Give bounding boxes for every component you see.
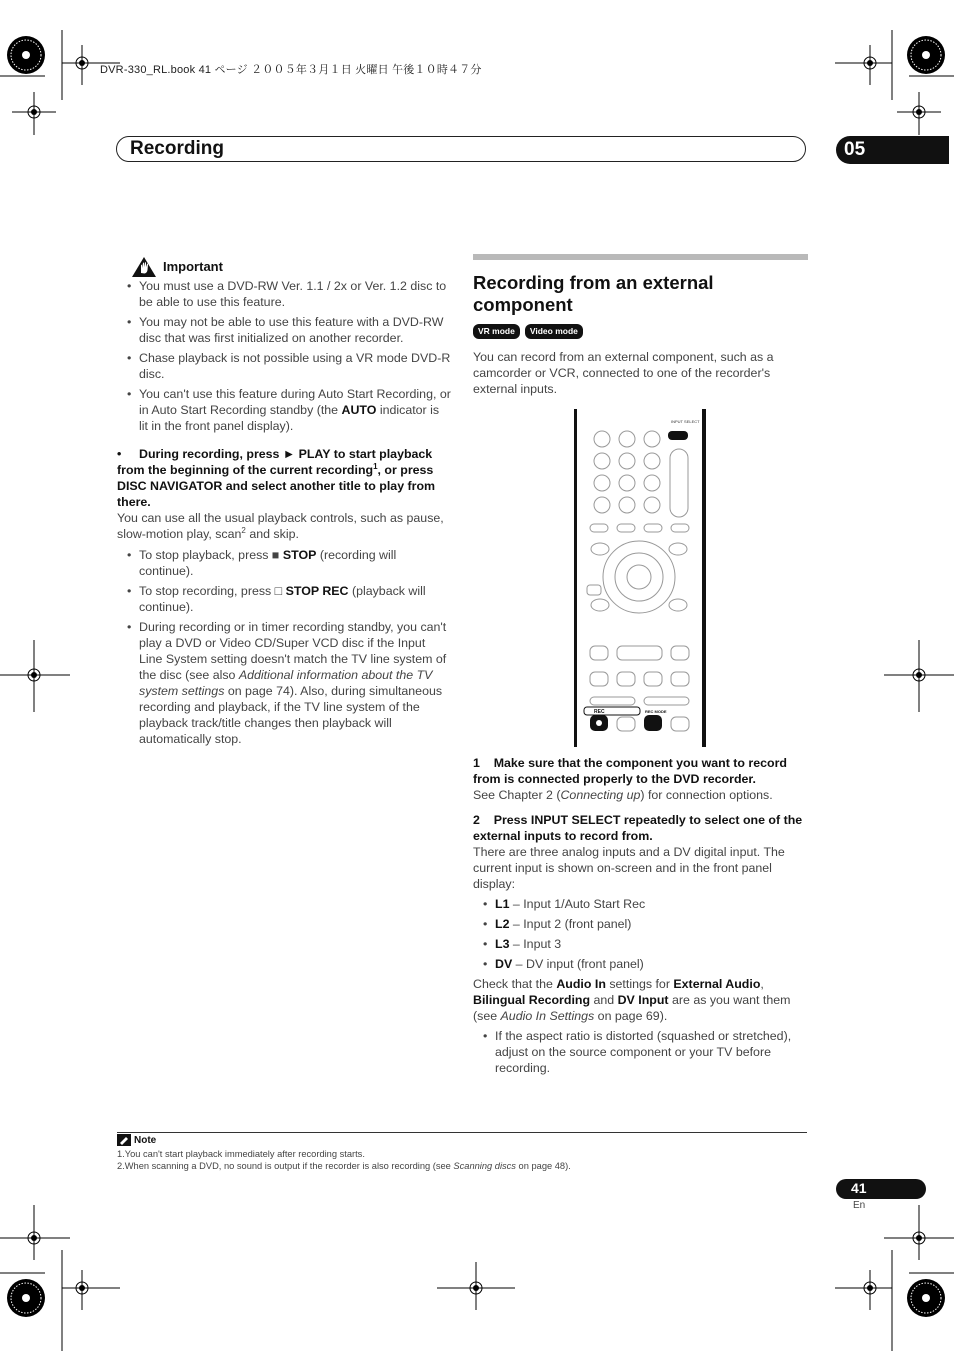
input-select-label: INPUT SELECT	[671, 419, 700, 424]
step-2: 2 Press INPUT SELECT repeatedly to select one of the external inputs to record from.	[473, 813, 803, 843]
important-label: Important	[163, 259, 223, 274]
list-item: • You must use a DVD-RW Ver. 1.1 / 2x or Ver. 1.2 disc to be able to use this feature.	[117, 278, 451, 310]
step-1-body: See Chapter 2 (Connecting up) for connection options.	[473, 788, 773, 802]
footnote-rule	[117, 1132, 807, 1133]
page-number: 41	[851, 1180, 867, 1196]
mode-badges	[473, 324, 808, 339]
list-item: • You may not be able to use this feature with a DVD-RW disc that was first initialized on another recorder.	[117, 314, 451, 346]
step-2-body: There are three analog inputs and a DV digital input. The current input is shown on-screen and in the front panel display:	[473, 845, 785, 891]
external-heading: Recording from an external component	[473, 272, 714, 315]
left-column	[117, 256, 451, 751]
audio-settings-text: Check that the Audio In settings for External Audio, Bilingual Recording and DV Input are as you want them (see Audio In Settings on page 69).	[473, 977, 791, 1023]
aspect-list	[473, 1028, 808, 1076]
list-item: • DV – DV input (front panel)	[473, 956, 808, 972]
remote-illustration	[473, 409, 808, 749]
section-title: Recording	[130, 138, 224, 159]
video-mode-badge: Video mode	[525, 324, 583, 339]
list-item: • L1 – Input 1/Auto Start Rec	[473, 896, 808, 912]
important-heading	[131, 256, 451, 278]
list-item: • If the aspect ratio is distorted (squashed or stretched), adjust on the source component or your TV before recording.	[473, 1028, 808, 1076]
list-item: • L3 – Input 3	[473, 936, 808, 952]
print-header: DVR-330_RL.book 41 ページ ２００５年３月１日 火曜日 午後１０時４７分	[100, 64, 482, 76]
chapter-number: 05	[844, 139, 866, 160]
input-list	[473, 896, 808, 972]
step-1: 1 Make sure that the component you want to record from is connected properly to the DVD recorder.	[473, 756, 787, 786]
list-item: • You can't use this feature during Auto Start Recording, or in Auto Start Recording standby (the AUTO indicator is lit in the front panel display).	[117, 386, 451, 434]
stop-list	[117, 547, 451, 747]
important-list	[117, 278, 451, 434]
list-item: • During recording or in timer recording standby, you can't play a DVD or Video CD/Super VCD disc if the Input Line System setting doesn't match the TV line system of the disc (see also Additional information about the TV system settings on page 74). Also, during simultaneous recording and playback, if the TV line system of the playback track/title changes then playback will automatically stop.	[117, 619, 451, 747]
playback-controls-text: You can use all the usual playback controls, such as pause, slow-motion play, scan$^2$ and skip.	[117, 511, 444, 541]
rec-label: REC	[594, 709, 605, 715]
list-item: • To stop recording, press □ STOP REC (playback will continue).	[117, 583, 451, 615]
step-during-recording: • During recording, press ► PLAY to start playback from the beginning of the current recording$^1$, or press DISC NAVIGATOR and select another title to play from there.	[117, 447, 436, 509]
right-column	[473, 254, 808, 1080]
footnote-2: 2.When scanning a DVD, no sound is output if the recorder is also recording (see Scanning discs on page 48).	[117, 1161, 571, 1171]
rec-mode-label: REC MODE	[645, 709, 667, 714]
section-rule	[473, 254, 808, 260]
list-item: • To stop playback, press ■ STOP (recording will continue).	[117, 547, 451, 579]
list-item: • Chase playback is not possible using a VR mode DVD-R disc.	[117, 350, 451, 382]
footnote-1: 1.You can't start playback immediately after recording starts.	[117, 1149, 365, 1159]
vr-mode-badge: VR mode	[473, 324, 520, 339]
note-icon	[117, 1134, 131, 1146]
page-tab	[836, 1179, 926, 1199]
external-intro: You can record from an external component, such as a camcorder or VCR, connected to one of the recorder's external inputs.	[473, 350, 774, 396]
remote-control-icon	[473, 409, 808, 749]
note-heading: Note	[117, 1134, 156, 1146]
warning-icon	[131, 256, 157, 278]
page-language: En	[853, 1200, 866, 1211]
list-item: • L2 – Input 2 (front panel)	[473, 916, 808, 932]
